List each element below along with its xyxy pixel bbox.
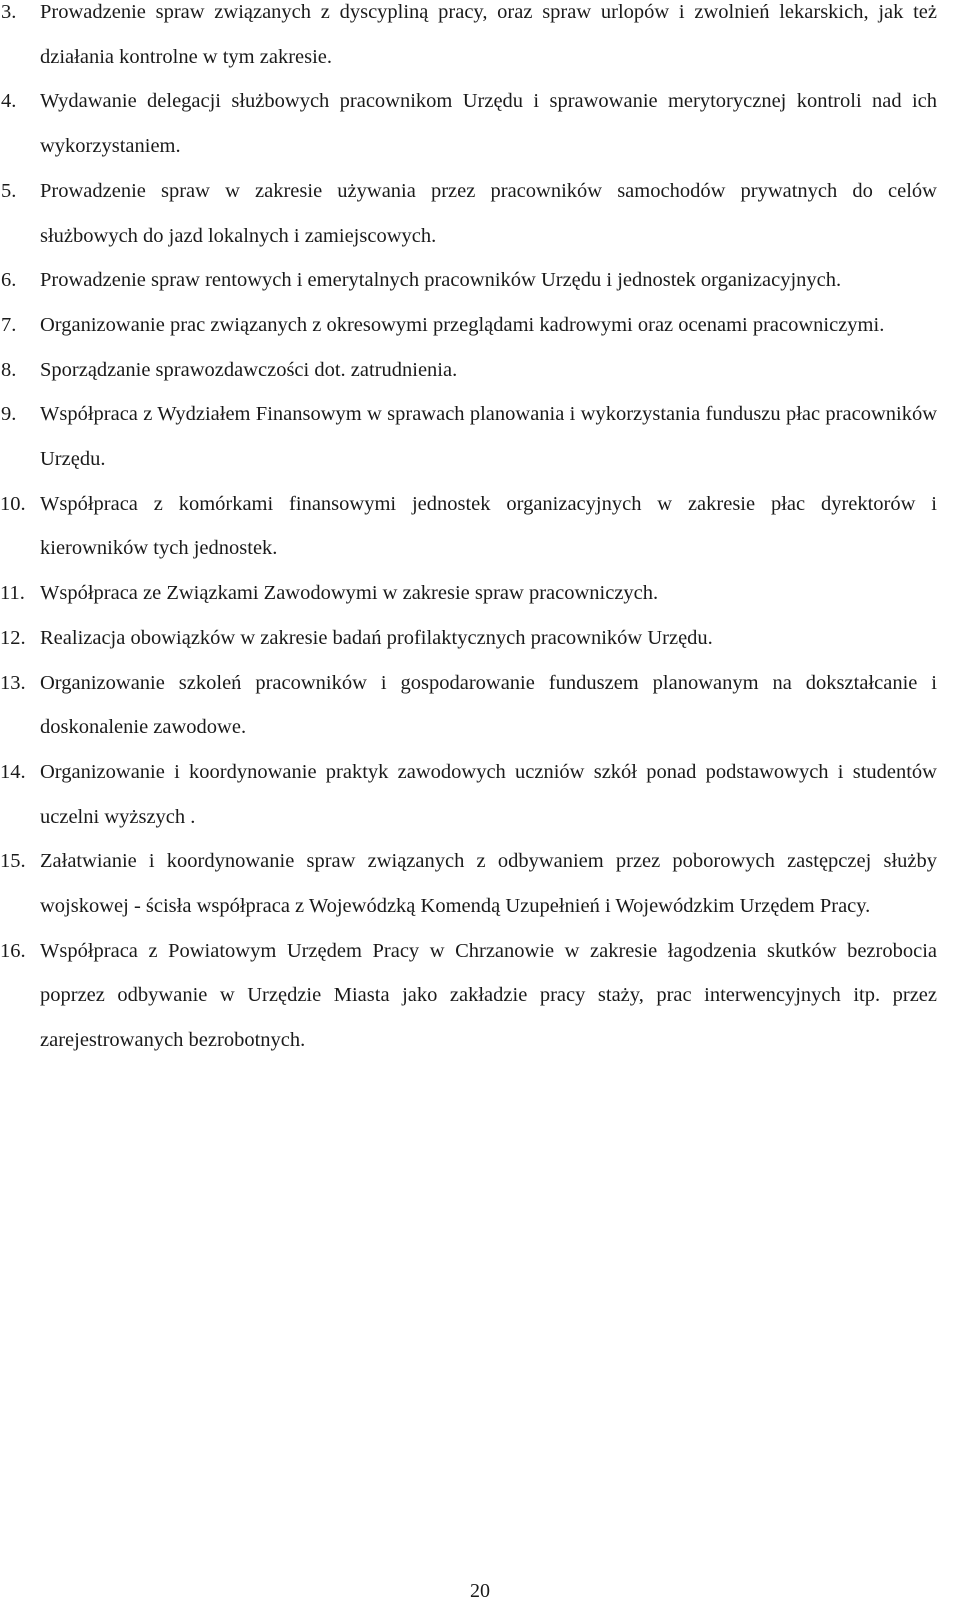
item-number: 3. — [1, 1, 17, 23]
list-item — [0, 169, 960, 258]
item-text: Współpraca z Powiatowym Urzędem Pracy w Chrzanowie w zakresie łagodzenia skutków bezrobocia poprzez odbywanie w Urzędzie Miasta jako zakładzie pracy staży, prac interwencyjnych itp. przez zarejestrowanych bezrobotnych. — [40, 939, 937, 1052]
list-item — [0, 482, 960, 571]
item-number: 8. — [1, 358, 17, 381]
item-number: 9. — [1, 403, 17, 426]
page-number: 20 — [470, 1580, 490, 1602]
item-number: 16. — [0, 939, 26, 962]
list-item — [0, 929, 960, 1063]
item-text: Organizowanie i koordynowanie praktyk zawodowych uczniów szkół ponad podstawowych i studentów uczelni wyższych . — [40, 760, 937, 828]
list-item — [0, 571, 960, 616]
list-item — [0, 348, 960, 393]
item-number: 13. — [0, 671, 26, 694]
list-item — [0, 750, 960, 839]
item-number: 15. — [0, 850, 26, 873]
item-text: Sporządzanie sprawozdawczości dot. zatrudnienia. — [40, 358, 458, 381]
list-item — [0, 303, 960, 348]
item-text: Współpraca ze Związkami Zawodowymi w zakresie spraw pracowniczych. — [40, 582, 659, 605]
item-number: 11. — [0, 582, 25, 605]
item-text: Organizowanie prac związanych z okresowymi przeglądami kadrowymi oraz ocenami pracowniczymi. — [40, 313, 885, 336]
list-item — [0, 839, 960, 928]
list-item — [0, 392, 960, 481]
item-text: Wydawanie delegacji służbowych pracownikom Urzędu i sprawowanie merytorycznej kontroli nad ich wykorzystaniem. — [40, 90, 937, 158]
item-text: Organizowanie szkoleń pracowników i gospodarowanie funduszem planowanym na dokształcanie i doskonalenie zawodowe. — [40, 671, 937, 739]
list-item — [0, 258, 960, 303]
list-item — [0, 616, 960, 661]
item-number: 5. — [1, 179, 17, 202]
item-number: 6. — [1, 269, 17, 292]
list-item — [0, 79, 960, 168]
item-text: Współpraca z komórkami finansowymi jednostek organizacyjnych w zakresie płac dyrektorów i kierowników tych jednostek. — [40, 492, 937, 560]
item-number: 4. — [1, 90, 17, 113]
item-text: Prowadzenie spraw związanych z dyscypliną pracy, oraz spraw urlopów i zwolnień lekarskich, jak też działania kontrolne w tym zakresie. — [40, 1, 937, 68]
item-number: 12. — [0, 626, 26, 649]
item-text: Realizacja obowiązków w zakresie badań profilaktycznych pracowników Urzędu. — [40, 626, 713, 649]
item-number: 14. — [0, 760, 26, 783]
list-item — [0, 0, 960, 79]
item-number: 7. — [1, 313, 17, 336]
item-text: Prowadzenie spraw rentowych i emerytalnych pracowników Urzędu i jednostek organizacyjnych. — [40, 269, 842, 292]
item-number: 10. — [0, 492, 26, 515]
item-text: Prowadzenie spraw w zakresie używania przez pracowników samochodów prywatnych do celów służbowych do jazd lokalnych i zamiejscowych. — [40, 179, 937, 247]
item-text: Współpraca z Wydziałem Finansowym w sprawach planowania i wykorzystania funduszu płac pracowników Urzędu. — [40, 403, 937, 471]
item-text: Załatwianie i koordynowanie spraw związanych z odbywaniem przez poborowych zastępczej służby wojskowej - ścisła współpraca z Wojewódzką Komendą Uzupełnień i Wojewódzkim Urzędem Pracy. — [40, 850, 937, 918]
list-item — [0, 661, 960, 750]
